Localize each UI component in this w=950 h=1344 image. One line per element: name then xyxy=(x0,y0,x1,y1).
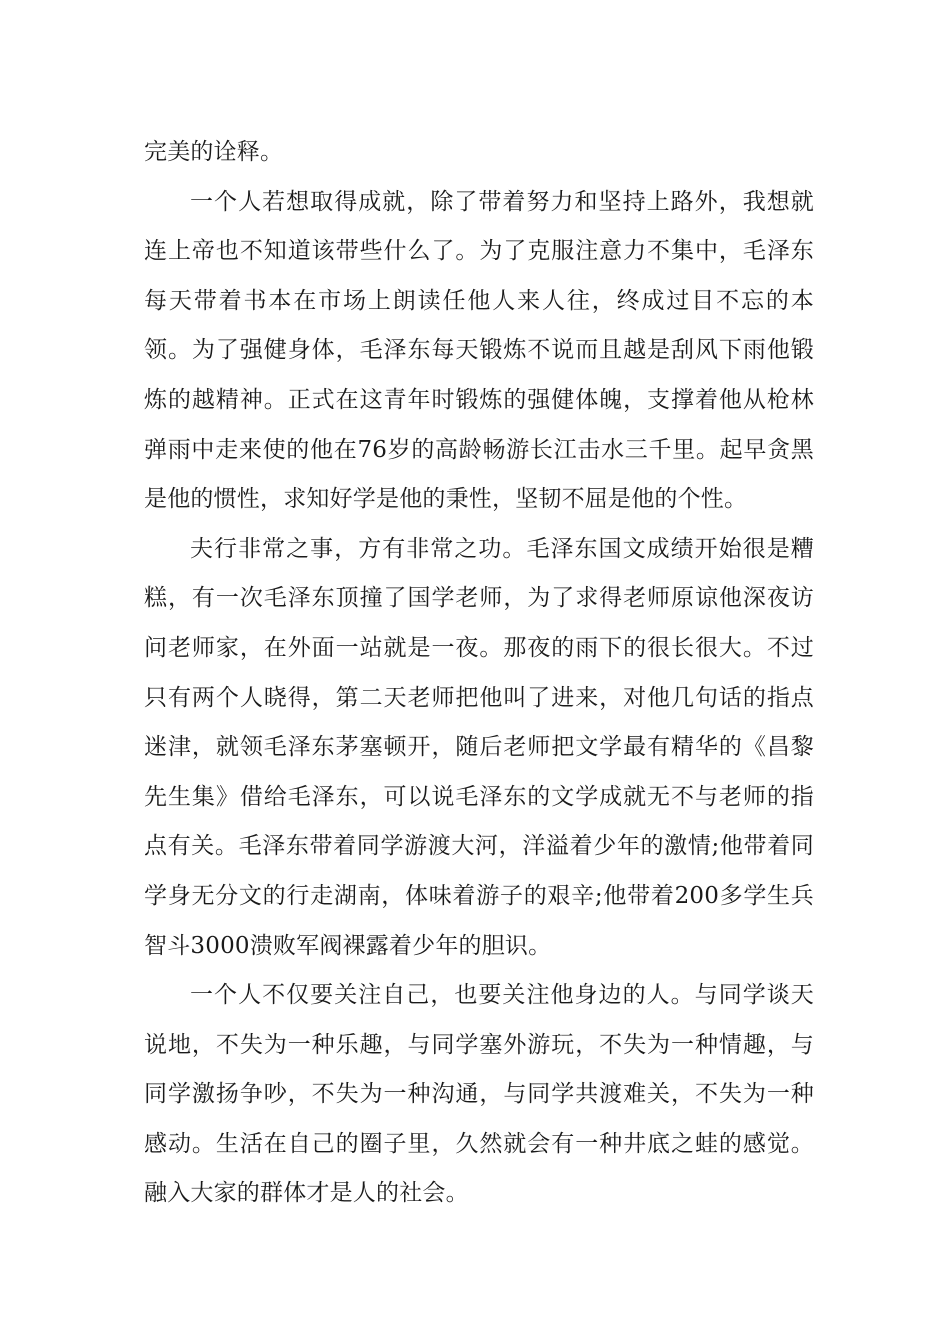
paragraph-classmates: 一个人不仅要关注自己，也要关注他身边的人。与同学谈天说地，不失为一种乐趣，与同学塞外游玩，不失为一种情趣，与同学激扬争吵，不失为一种沟通，与同学共渡难关，不失为一种感动。生活在自己的圈子里，久然就会有一种井底之蛙的感觉。融入大家的群体才是人的社会。 xyxy=(144,982,814,1207)
paragraph-effort: 一个人若想取得成就，除了带着努力和坚持上路外，我想就连上帝也不知道该带些什么了。为了克服注意力不集中，毛泽东每天带着书本在市场上朗读任他人来人往，终成过目不忘的本领。为了强健身体，毛泽东每天锻炼不说而且越是刮风下雨他锻炼的越精神。正式在这青年时锻炼的强健体魄，支撑着他从枪林弹雨中走来使的他在76岁的高龄畅游长江击水三千里。起早贪黑是他的惯性，求知好学是他的秉性，坚韧不屈是他的个性。 xyxy=(144,188,814,513)
paragraph-continuation: 完美的诠释。 xyxy=(144,139,284,165)
paragraph-teacher: 夫行非常之事，方有非常之功。毛泽东国文成绩开始很是糟糕，有一次毛泽东顶撞了国学老师，为了求得老师原谅他深夜访问老师家，在外面一站就是一夜。那夜的雨下的很长很大。不过只有两个人晓得，第二天老师把他叫了进来，对他几句话的指点迷津，就领毛泽东茅塞顿开，随后老师把文学最有精华的《昌黎先生集》借给毛泽东，可以说毛泽东的文学成就无不与老师的指点有关。毛泽东带着同学游渡大河，洋溢着少年的激情;他带着同学身无分文的行走湖南，体味着游子的艰辛;他带着200多学生兵智斗3000溃败军阀裸露着少年的胆识。 xyxy=(144,535,814,959)
body-text xyxy=(144,128,814,1219)
